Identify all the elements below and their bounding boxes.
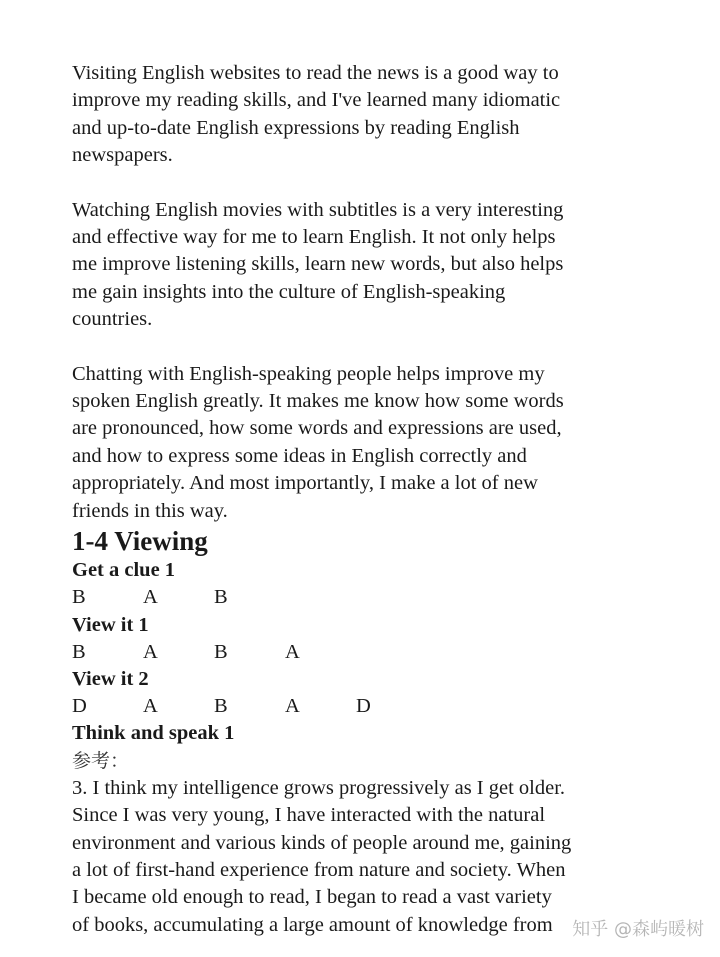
view-it-2-title: View it 2	[72, 667, 149, 690]
get-a-clue-answers	[72, 584, 672, 611]
text-line: me improve listening skills, learn new words, but also helps	[72, 253, 564, 276]
paragraph-gap	[72, 334, 672, 361]
text-line: friends in this way.	[72, 499, 228, 522]
text-line: Visiting English websites to read the news is a good way to	[72, 62, 559, 84]
answer: A	[143, 695, 158, 718]
text-line: Watching English movies with subtitles is a very interesting	[72, 198, 564, 221]
document-page	[72, 60, 672, 939]
text-line: and up-to-date English expressions by reading English	[72, 116, 520, 139]
text-line: a lot of first-hand experience from nature and society. When	[72, 858, 566, 881]
text-line: I became old enough to read, I began to read a vast variety	[72, 886, 552, 909]
answer: A	[285, 695, 300, 718]
view-it-1-title: View it 1	[72, 613, 149, 636]
text-line: Since I was very young, I have interacted with the natural	[72, 804, 546, 827]
text-line: me gain insights into the culture of English-speaking	[72, 280, 506, 303]
answer: B	[72, 586, 86, 609]
paragraph-chatting	[72, 361, 672, 525]
text-line: 3. I think my intelligence grows progressively as I get older.	[72, 776, 566, 799]
text-line: improve my reading skills, and I've learned many idiomatic	[72, 89, 561, 112]
text-line: are pronounced, how some words and expressions are used,	[72, 417, 562, 440]
text-line: and effective way for me to learn English. It not only helps	[72, 226, 556, 249]
answer: A	[285, 640, 300, 663]
answer: B	[214, 640, 228, 663]
text-line: of books, accumulating a large amount of knowledge from	[72, 913, 553, 936]
answer: B	[72, 640, 86, 663]
text-line: spoken English greatly. It makes me know how some words	[72, 390, 564, 413]
text-line: newspapers.	[72, 144, 173, 167]
text-line: and how to express some ideas in English correctly and	[72, 444, 527, 467]
paragraph-watching-movies	[72, 197, 672, 334]
section-title: 1-4 Viewing	[72, 526, 208, 557]
text-line: environment and various kinds of people around me, gaining	[72, 831, 572, 854]
paragraph-gap	[72, 170, 672, 197]
answer: A	[143, 640, 158, 663]
think-and-speak-title: Think and speak 1	[72, 722, 235, 745]
text-line: appropriately. And most importantly, I make a lot of new	[72, 472, 538, 495]
paragraph-reading-news	[72, 60, 672, 170]
view-it-1-answers	[72, 639, 672, 666]
text-line: countries.	[72, 308, 153, 331]
answer: B	[214, 695, 228, 718]
text-line: Chatting with English-speaking people helps improve my	[72, 362, 545, 385]
view-it-2-answers	[72, 693, 672, 720]
reference-label: 参考：	[72, 749, 130, 772]
answer: D	[72, 695, 87, 718]
answer: A	[143, 586, 158, 609]
get-a-clue-title: Get a clue 1	[72, 559, 176, 582]
watermark: 知乎 @森屿暖树	[572, 919, 704, 940]
answer: B	[214, 586, 228, 609]
answer: D	[356, 695, 371, 718]
